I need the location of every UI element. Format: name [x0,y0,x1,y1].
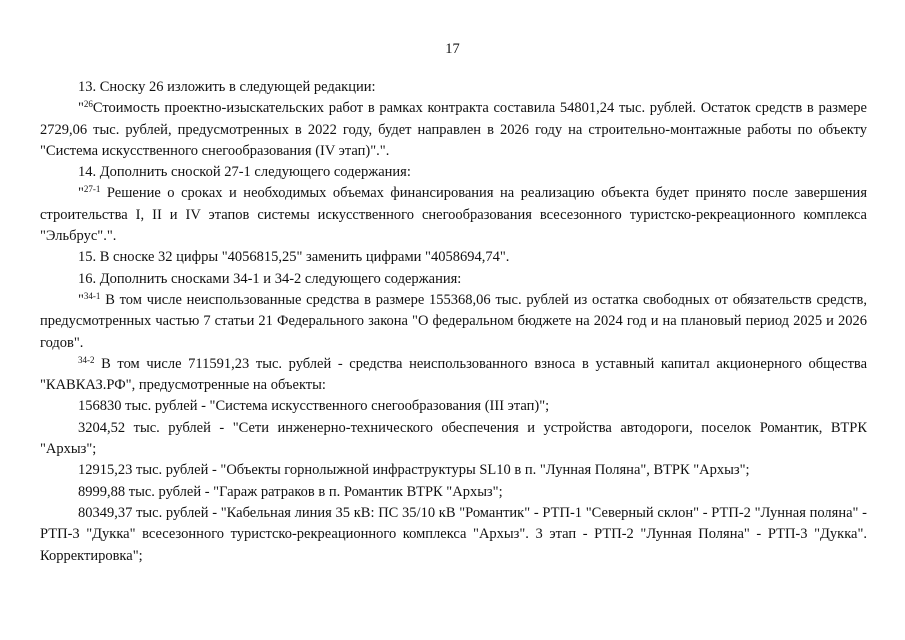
paragraph-text: В том числе неиспользованные средства в размере 155368,06 тыс. рублей из остатка свободных от обязательств средств, предусмотренных частью 7 статьи 21 Федерального закона "О федеральном бюджете на 2024 год и на плановый период 2025 и 2026 годов". [40,291,867,351]
paragraph-text: Решение о сроках и необходимых объемах финансирования на реализацию объекта будет принято после завершения строительства I, II и IV этапов системы искусственного снегообразования всесезонного туристско-рекреационного комплекса "Эльбрус".". [40,185,867,245]
paragraph-text: 156830 тыс. рублей - "Система искусственного снегообразования (III этап)"; [78,398,550,415]
paragraph-text: 8999,88 тыс. рублей - "Гараж ратраков в п. Романтик ВТРК "Архыз"; [78,483,503,500]
paragraph-text: Стоимость проектно-изыскательских работ в рамках контракта составила 54801,24 тыс. рублей. Остаток средств в размере 2729,06 тыс. рублей, предусмотренных в 2022 году, будет направлен в 2026 году на строительно-монтажные работы по объекту "Система искусственного снегообразования (IV этап)".". [40,100,867,159]
list-entry [40,503,867,567]
list-entry [40,396,867,417]
document-body [40,77,867,567]
list-entry [40,418,867,461]
footnote-marker: 34-1 [83,290,101,301]
paragraph [40,269,867,290]
footnote-paragraph [40,98,867,162]
opening-quote: " [78,185,84,202]
paragraph [40,77,867,98]
footnote-marker: 27-1 [83,184,101,195]
footnote-marker: 26 [83,99,93,110]
footnote-paragraph [40,183,867,247]
list-entry [40,482,867,503]
footnote-marker: 34-2 [78,354,95,365]
paragraph-text: 15. В сноске 32 цифры "4056815,25" заменить цифрами "4058694,74". [78,249,510,266]
paragraph-text: 12915,23 тыс. рублей - "Объекты горнолыжной инфраструктуры SL10 в п. "Лунная Поляна", ВТРК "Архыз"; [78,462,750,479]
footnote-paragraph [40,354,867,397]
paragraph [40,162,867,183]
page-number: 17 [445,41,460,57]
paragraph [40,247,867,268]
paragraph-text: 3204,52 тыс. рублей - "Сети инженерно-технического обеспечения и устройства автодороги, поселок Романтик, ВТРК "Архыз"; [40,419,867,458]
opening-quote: " [78,100,84,117]
paragraph-text: В том числе 711591,23 тыс. рублей - средства неиспользованного взноса в уставный капитал акционерного общества "КАВКАЗ.РФ", предусмотренные на объекты: [40,355,867,394]
footnote-paragraph [40,290,867,354]
paragraph-text: 80349,37 тыс. рублей - "Кабельная линия 35 кВ: ПС 35/10 кВ "Романтик" - РТП-1 "Северный склон" - РТП-2 "Лунная поляна" - РТП-3 "Дукка" всесезонного туристско-рекреационного комплекса "Архыз". 3 этап - РТП-2 "Лунная Поляна" - РТП-3 "Дукка". Корректировка"; [40,504,867,564]
list-entry [40,460,867,481]
paragraph-text: 16. Дополнить сносками 34-1 и 34-2 следующего содержания: [78,270,462,287]
paragraph-text: 13. Сноску 26 изложить в следующей редакции: [78,79,376,95]
opening-quote: " [78,291,84,308]
paragraph-text: 14. Дополнить сноской 27-1 следующего содержания: [78,164,411,181]
